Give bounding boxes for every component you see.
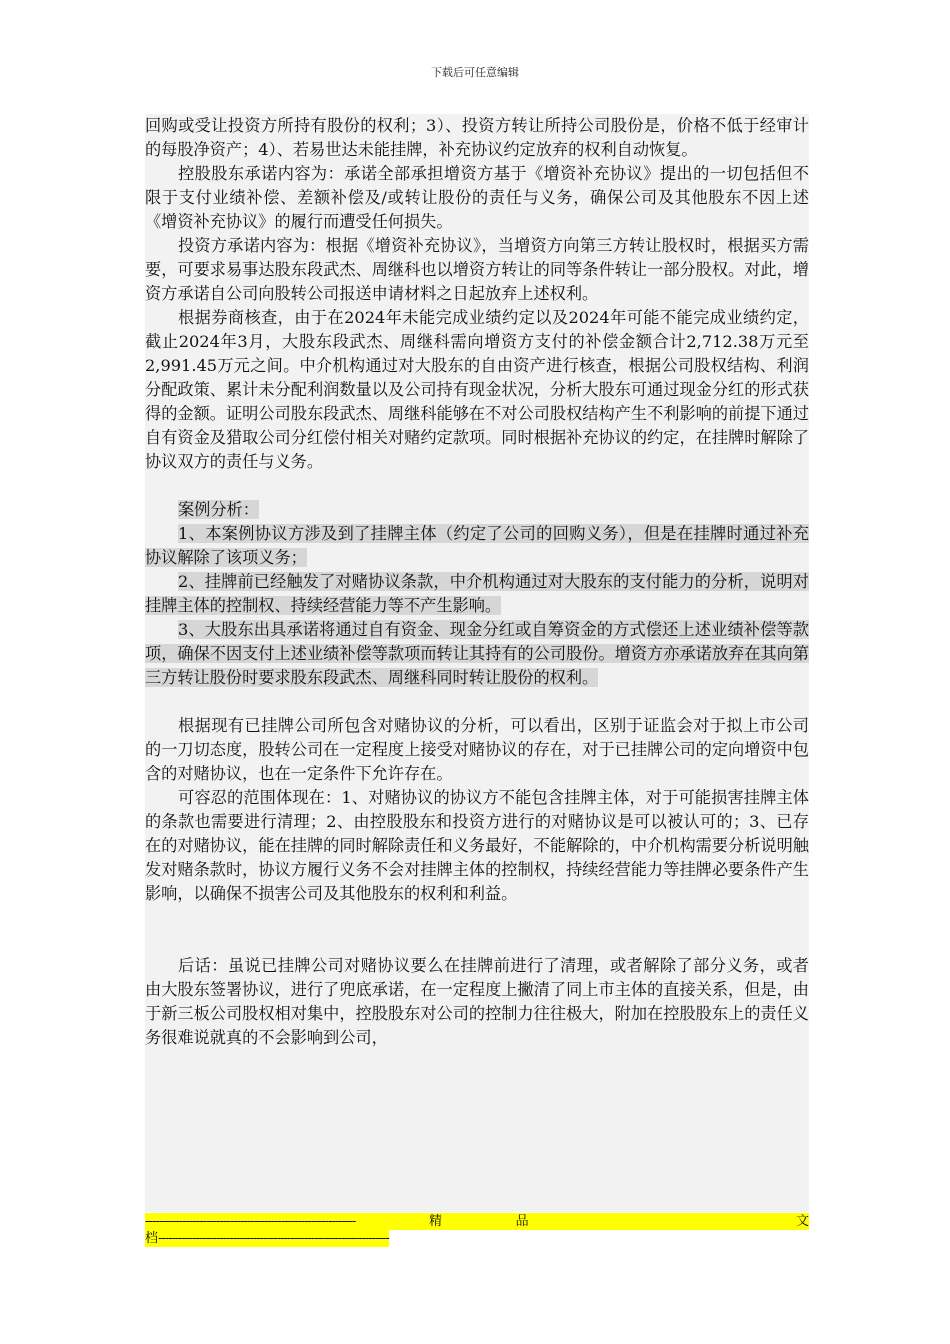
case-analysis-item-1: 1、本案例协议方涉及到了挂牌主体（约定了公司的回购义务），但是在挂牌时通过补充协议解除了该项义务； [145, 524, 809, 567]
paragraph-broker-verification: 根据券商核查，由于在2024年未能完成业绩约定以及2024年可能不能完成业绩约定，截止2024年3月，大股东段武杰、周继科需向增资方支付的补偿金额合计2,712.38万元至2,991.45万元之间。中介机构通过对大股东的自由资产进行核查，根据公司股权结构、利润分配政策、累计未分配利润数量以及公司持有现金状况，分析大股东可通过现金分红的形式获得的金额。证明公司股东段武杰、周继科能够在不对公司股权结构产生不利影响的前提下通过自有资金及猎取公司分红偿付相关对赌约定款项。同时根据补充协议的约定，在挂牌时解除了协议双方的责任与义务。 [145, 308, 809, 471]
footer-line-2: 档-------------------------------------------------------------------- [145, 1231, 389, 1246]
paragraph-conclusion: 根据现有已挂牌公司所包含对赌协议的分析，可以看出，区别于证监会对于拟上市公司的一刀切态度，股转公司在一定程度上接受对赌协议的存在，对于已挂牌公司的定向增资中包含的对赌协议，也在一定条件下允许存在。 [145, 716, 809, 783]
paragraph-tolerance-scope: 可容忍的范围体现在：1、对赌协议的协议方不能包含挂牌主体，对于可能损害挂牌主体的条款也需要进行清理；2、由控股股东和投资方进行的对赌协议是可以被认可的；3、已存在的对赌协议，能在挂牌的同时解除责任和义务最好，不能解除的，中介机构需要分析说明触发对赌条款时，协议方履行义务不会对挂牌主体的控制权，持续经营能力等挂牌必要条件产生影响，以确保不损害公司及其他股东的权利和利益。 [145, 788, 809, 903]
paragraph-investor-commitment: 投资方承诺内容为：根据《增资补充协议》，当增资方向第三方转让股权时，根据买方需要，可要求易事达股东段武杰、周继科也以增资方转让的同等条件转让一部分股权。对此，增资方承诺自公司向股转公司报送申请材料之日起放弃上述权利。 [145, 236, 809, 303]
case-analysis-title: 案例分析： [178, 500, 259, 519]
paragraph-controlling-shareholder-commitment: 控股股东承诺内容为：承诺全部承担增资方基于《增资补充协议》提出的一切包括但不限于支付业绩补偿、差额补偿及/或转让股份的责任与义务，确保公司及其他股东不因上述《增资补充协议》的履行而遭受任何损失。 [145, 164, 809, 231]
paragraph-postscript: 后话：虽说已挂牌公司对赌协议要么在挂牌前进行了清理，或者解除了部分义务，或者由大股东签署协议，进行了兜底承诺，在一定程度上撇清了同上市主体的直接关系，但是，由于新三板公司股权相对集中，控股股东对公司的控制力往往极大，附加在控股股东上的责任义务很难说就真的不会影响到公司， [145, 956, 809, 1047]
paragraph-buyback-rights: 回购或受让投资方所持有股份的权利；3）、投资方转让所持公司股份是，价格不低于经审计的每股净资产；4）、若易世达未能挂牌，补充协议约定放弃的权利自动恢复。 [145, 116, 809, 159]
footer-line-1: -------------------------------------------------------------- 精 品 文 [145, 1214, 809, 1229]
case-analysis-item-3: 3、大股东出具承诺将通过自有资金、现金分红或自筹资金的方式偿还上述业绩补偿等款项，确保不因支付上述业绩补偿等款项而转让其持有的公司股份。增资方亦承诺放弃在其向第三方转让股份时要求股东段武杰、周继科同时转让股份的权利。 [145, 620, 809, 687]
footer-watermark [145, 1213, 809, 1247]
spacer [145, 906, 809, 954]
case-analysis-item-2: 2、挂牌前已经触发了对赌协议条款，中介机构通过对大股东的支付能力的分析，说明对挂牌主体的控制权、持续经营能力等不产生影响。 [145, 572, 809, 615]
document-body [145, 114, 809, 1212]
page-header: 下载后可任意编辑 [431, 66, 519, 79]
spacer [145, 474, 809, 498]
spacer [145, 690, 809, 714]
